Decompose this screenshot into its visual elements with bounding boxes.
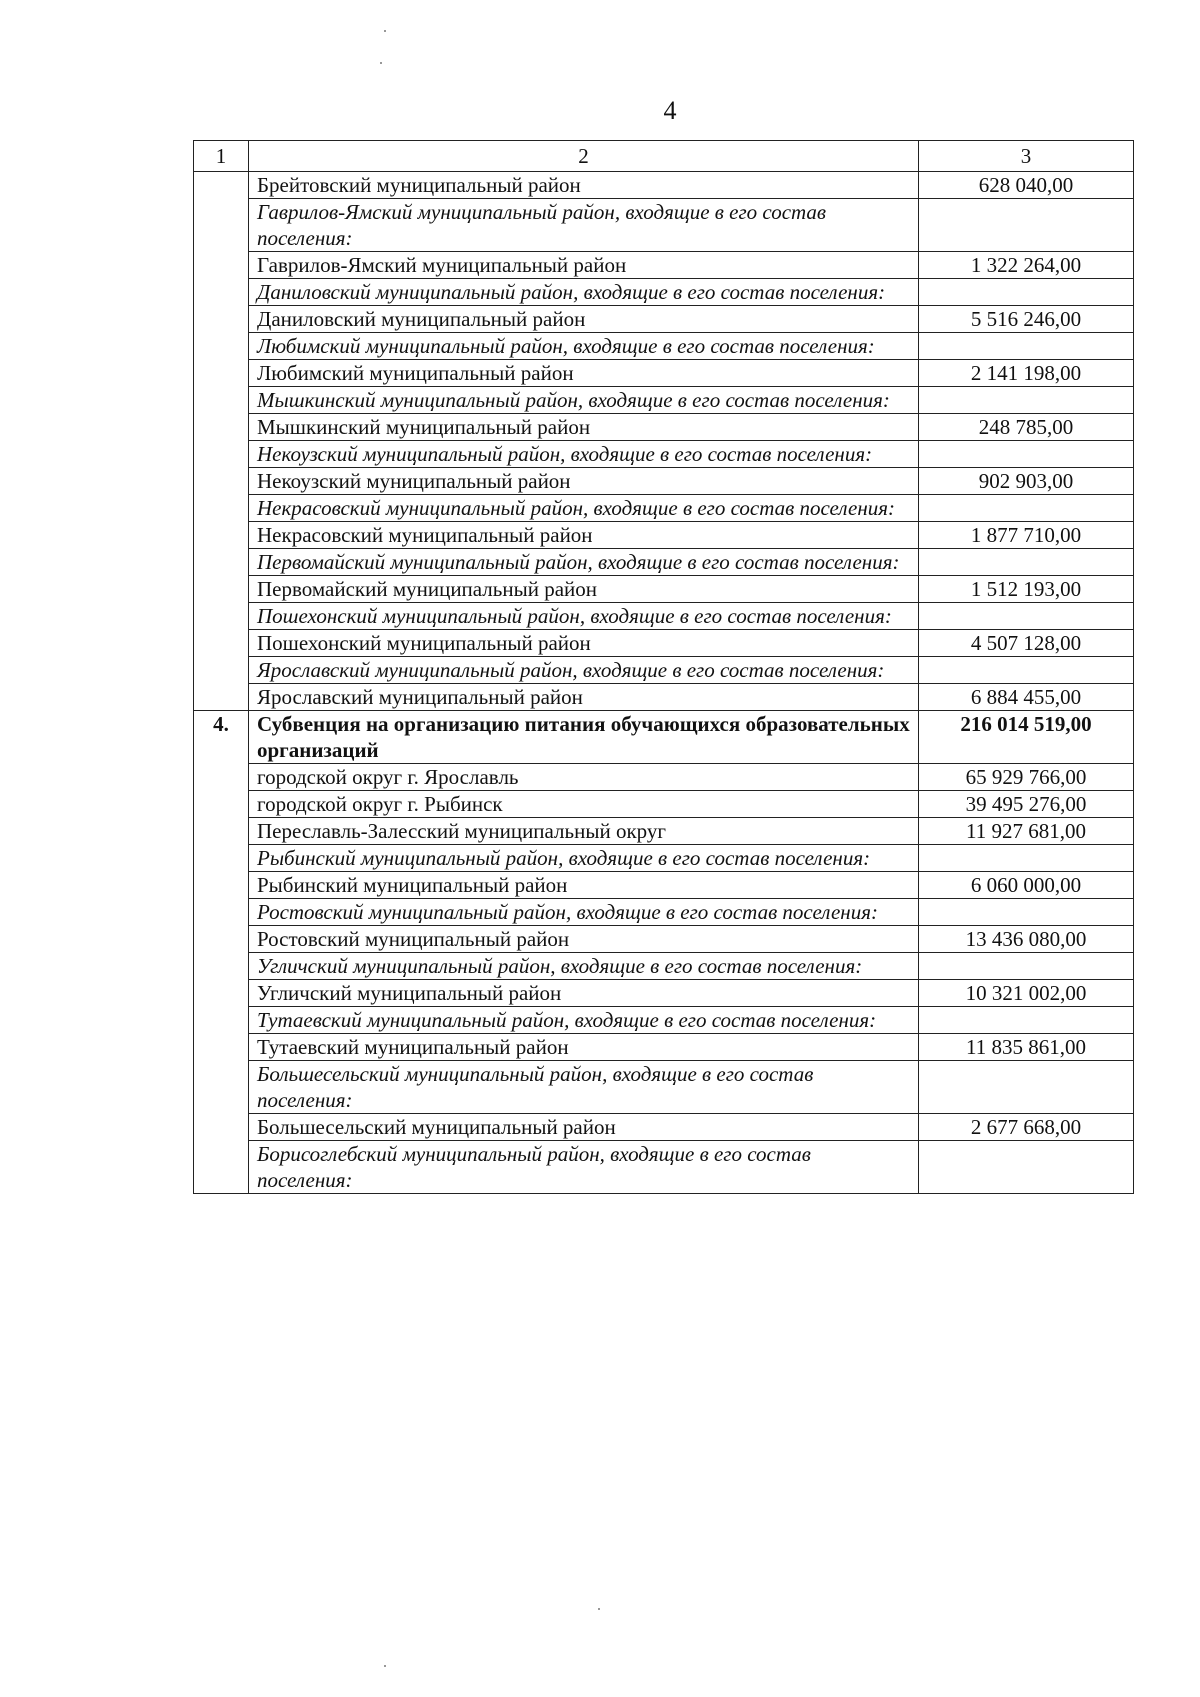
- amount-cell: [919, 657, 1134, 684]
- group-heading-cell: Пошехонский муниципальный район, входящие в его состав поселения:: [249, 603, 919, 630]
- row-number-cell: [194, 899, 249, 926]
- table-row: [194, 279, 1134, 306]
- row-number-cell: [194, 306, 249, 333]
- row-number-cell: [194, 495, 249, 522]
- table-row: [194, 764, 1134, 791]
- district-name-cell: Брейтовский муниципальный район: [249, 172, 919, 199]
- row-number-cell: [194, 1141, 249, 1194]
- group-heading-cell: Некрасовский муниципальный район, входящие в его состав поселения:: [249, 495, 919, 522]
- row-number-cell: [194, 414, 249, 441]
- row-number-cell: [194, 818, 249, 845]
- table-row: [194, 387, 1134, 414]
- row-number-cell: [194, 333, 249, 360]
- amount-cell: [919, 549, 1134, 576]
- district-name-cell: Ярославский муниципальный район: [249, 684, 919, 711]
- amount-cell: 248 785,00: [919, 414, 1134, 441]
- amount-cell: 902 903,00: [919, 468, 1134, 495]
- table-row: [194, 333, 1134, 360]
- amount-cell: [919, 1141, 1134, 1194]
- row-number-cell: [194, 172, 249, 199]
- amount-cell: [919, 495, 1134, 522]
- amount-cell: 13 436 080,00: [919, 926, 1134, 953]
- amount-cell: 2 141 198,00: [919, 360, 1134, 387]
- group-heading-cell: Борисоглебский муниципальный район, входящие в его состав поселения:: [249, 1141, 919, 1194]
- table-row: [194, 199, 1134, 252]
- amount-cell: [919, 899, 1134, 926]
- amount-cell: [919, 603, 1134, 630]
- group-heading-cell: Любимский муниципальный район, входящие в его состав поселения:: [249, 333, 919, 360]
- group-heading-cell: Первомайский муниципальный район, входящие в его состав поселения:: [249, 549, 919, 576]
- group-heading-cell: Ростовский муниципальный район, входящие в его состав поселения:: [249, 899, 919, 926]
- district-name-cell: Рыбинский муниципальный район: [249, 872, 919, 899]
- group-heading-cell: Большесельский муниципальный район, входящие в его состав поселения:: [249, 1061, 919, 1114]
- amount-cell: 39 495 276,00: [919, 791, 1134, 818]
- district-name-cell: Большесельский муниципальный район: [249, 1114, 919, 1141]
- group-heading-cell: Тутаевский муниципальный район, входящие в его состав поселения:: [249, 1007, 919, 1034]
- amount-cell: [919, 953, 1134, 980]
- district-name-cell: Пошехонский муниципальный район: [249, 630, 919, 657]
- row-number-cell: [194, 576, 249, 603]
- district-name-cell: Тутаевский муниципальный район: [249, 1034, 919, 1061]
- row-number-cell: [194, 845, 249, 872]
- group-heading-cell: Даниловский муниципальный район, входящие в его состав поселения:: [249, 279, 919, 306]
- row-number-cell: [194, 1061, 249, 1114]
- district-name-cell: Переславль-Залесский муниципальный округ: [249, 818, 919, 845]
- group-heading-cell: Гаврилов-Ямский муниципальный район, входящие в его состав поселения:: [249, 199, 919, 252]
- table-row: [194, 306, 1134, 333]
- district-name-cell: Угличский муниципальный район: [249, 980, 919, 1007]
- table-row: [194, 522, 1134, 549]
- table-row: [194, 926, 1134, 953]
- amount-cell: [919, 845, 1134, 872]
- table-row: [194, 845, 1134, 872]
- amount-cell: 5 516 246,00: [919, 306, 1134, 333]
- table-row: [194, 172, 1134, 199]
- amount-cell: [919, 199, 1134, 252]
- table-row: [194, 1034, 1134, 1061]
- row-number-cell: [194, 279, 249, 306]
- row-number-cell: [194, 468, 249, 495]
- amount-cell: [919, 333, 1134, 360]
- table-row: [194, 1141, 1134, 1194]
- amount-cell: 65 929 766,00: [919, 764, 1134, 791]
- budget-table: [193, 140, 1134, 1194]
- table-row: [194, 872, 1134, 899]
- table-row: [194, 818, 1134, 845]
- row-number-cell: [194, 1114, 249, 1141]
- table-row: [194, 414, 1134, 441]
- table-row: [194, 1114, 1134, 1141]
- amount-cell: 6 060 000,00: [919, 872, 1134, 899]
- district-name-cell: Гаврилов-Ямский муниципальный район: [249, 252, 919, 279]
- amount-cell: [919, 387, 1134, 414]
- table-row: [194, 657, 1134, 684]
- table-row: [194, 252, 1134, 279]
- district-name-cell: Даниловский муниципальный район: [249, 306, 919, 333]
- row-number-cell: [194, 926, 249, 953]
- amount-cell: 10 321 002,00: [919, 980, 1134, 1007]
- row-number-cell: [194, 522, 249, 549]
- amount-cell: 11 927 681,00: [919, 818, 1134, 845]
- page-number: 4: [663, 96, 677, 125]
- district-name-cell: Некоузский муниципальный район: [249, 468, 919, 495]
- row-number-cell: [194, 441, 249, 468]
- group-heading-cell: Угличский муниципальный район, входящие в его состав поселения:: [249, 953, 919, 980]
- amount-cell: 1 322 264,00: [919, 252, 1134, 279]
- district-name-cell: Некрасовский муниципальный район: [249, 522, 919, 549]
- budget-table-body: [194, 141, 1134, 1194]
- table-row: [194, 1061, 1134, 1114]
- row-number-cell: 4.: [194, 711, 249, 764]
- table-row: [194, 468, 1134, 495]
- row-number-cell: [194, 953, 249, 980]
- row-number-cell: [194, 657, 249, 684]
- district-name-cell: Мышкинский муниципальный район: [249, 414, 919, 441]
- scan-speck: [384, 1665, 386, 1667]
- row-number-cell: [194, 980, 249, 1007]
- header-col-3: 3: [919, 141, 1134, 172]
- table-row: [194, 953, 1134, 980]
- row-number-cell: [194, 872, 249, 899]
- district-name-cell: городской округ г. Ярославль: [249, 764, 919, 791]
- row-number-cell: [194, 684, 249, 711]
- scan-speck: [380, 62, 382, 64]
- table-row: [194, 791, 1134, 818]
- amount-cell: 11 835 861,00: [919, 1034, 1134, 1061]
- amount-cell: [919, 1061, 1134, 1114]
- amount-cell: [919, 279, 1134, 306]
- amount-cell: [919, 441, 1134, 468]
- row-number-cell: [194, 252, 249, 279]
- row-number-cell: [194, 1007, 249, 1034]
- table-row: [194, 576, 1134, 603]
- row-number-cell: [194, 360, 249, 387]
- row-number-cell: [194, 387, 249, 414]
- table-row: [194, 495, 1134, 522]
- group-heading-cell: Ярославский муниципальный район, входящие в его состав поселения:: [249, 657, 919, 684]
- group-heading-cell: Рыбинский муниципальный район, входящие в его состав поселения:: [249, 845, 919, 872]
- row-number-cell: [194, 630, 249, 657]
- amount-cell: 4 507 128,00: [919, 630, 1134, 657]
- row-number-cell: [194, 199, 249, 252]
- district-name-cell: Ростовский муниципальный район: [249, 926, 919, 953]
- table-row: [194, 711, 1134, 764]
- amount-cell: 1 512 193,00: [919, 576, 1134, 603]
- scan-speck: [598, 1608, 600, 1610]
- amount-cell: 2 677 668,00: [919, 1114, 1134, 1141]
- row-number-cell: [194, 603, 249, 630]
- scan-speck: [384, 30, 386, 32]
- table-row: [194, 899, 1134, 926]
- district-name-cell: городской округ г. Рыбинск: [249, 791, 919, 818]
- district-name-cell: Первомайский муниципальный район: [249, 576, 919, 603]
- group-heading-cell: Мышкинский муниципальный район, входящие в его состав поселения:: [249, 387, 919, 414]
- table-row: [194, 549, 1134, 576]
- table-row: [194, 630, 1134, 657]
- row-number-cell: [194, 1034, 249, 1061]
- table-row: [194, 441, 1134, 468]
- header-col-1: 1: [194, 141, 249, 172]
- header-col-2: 2: [249, 141, 919, 172]
- row-number-cell: [194, 764, 249, 791]
- amount-cell: 628 040,00: [919, 172, 1134, 199]
- amount-cell: 6 884 455,00: [919, 684, 1134, 711]
- table-row: [194, 603, 1134, 630]
- table-row: [194, 1007, 1134, 1034]
- row-number-cell: [194, 791, 249, 818]
- section-title-cell: Субвенция на организацию питания обучающихся образовательных организаций: [249, 711, 919, 764]
- table-header-row: [194, 141, 1134, 172]
- table-row: [194, 980, 1134, 1007]
- district-name-cell: Любимский муниципальный район: [249, 360, 919, 387]
- table-row: [194, 360, 1134, 387]
- table-row: [194, 684, 1134, 711]
- amount-cell: 216 014 519,00: [919, 711, 1134, 764]
- group-heading-cell: Некоузский муниципальный район, входящие в его состав поселения:: [249, 441, 919, 468]
- amount-cell: [919, 1007, 1134, 1034]
- row-number-cell: [194, 549, 249, 576]
- amount-cell: 1 877 710,00: [919, 522, 1134, 549]
